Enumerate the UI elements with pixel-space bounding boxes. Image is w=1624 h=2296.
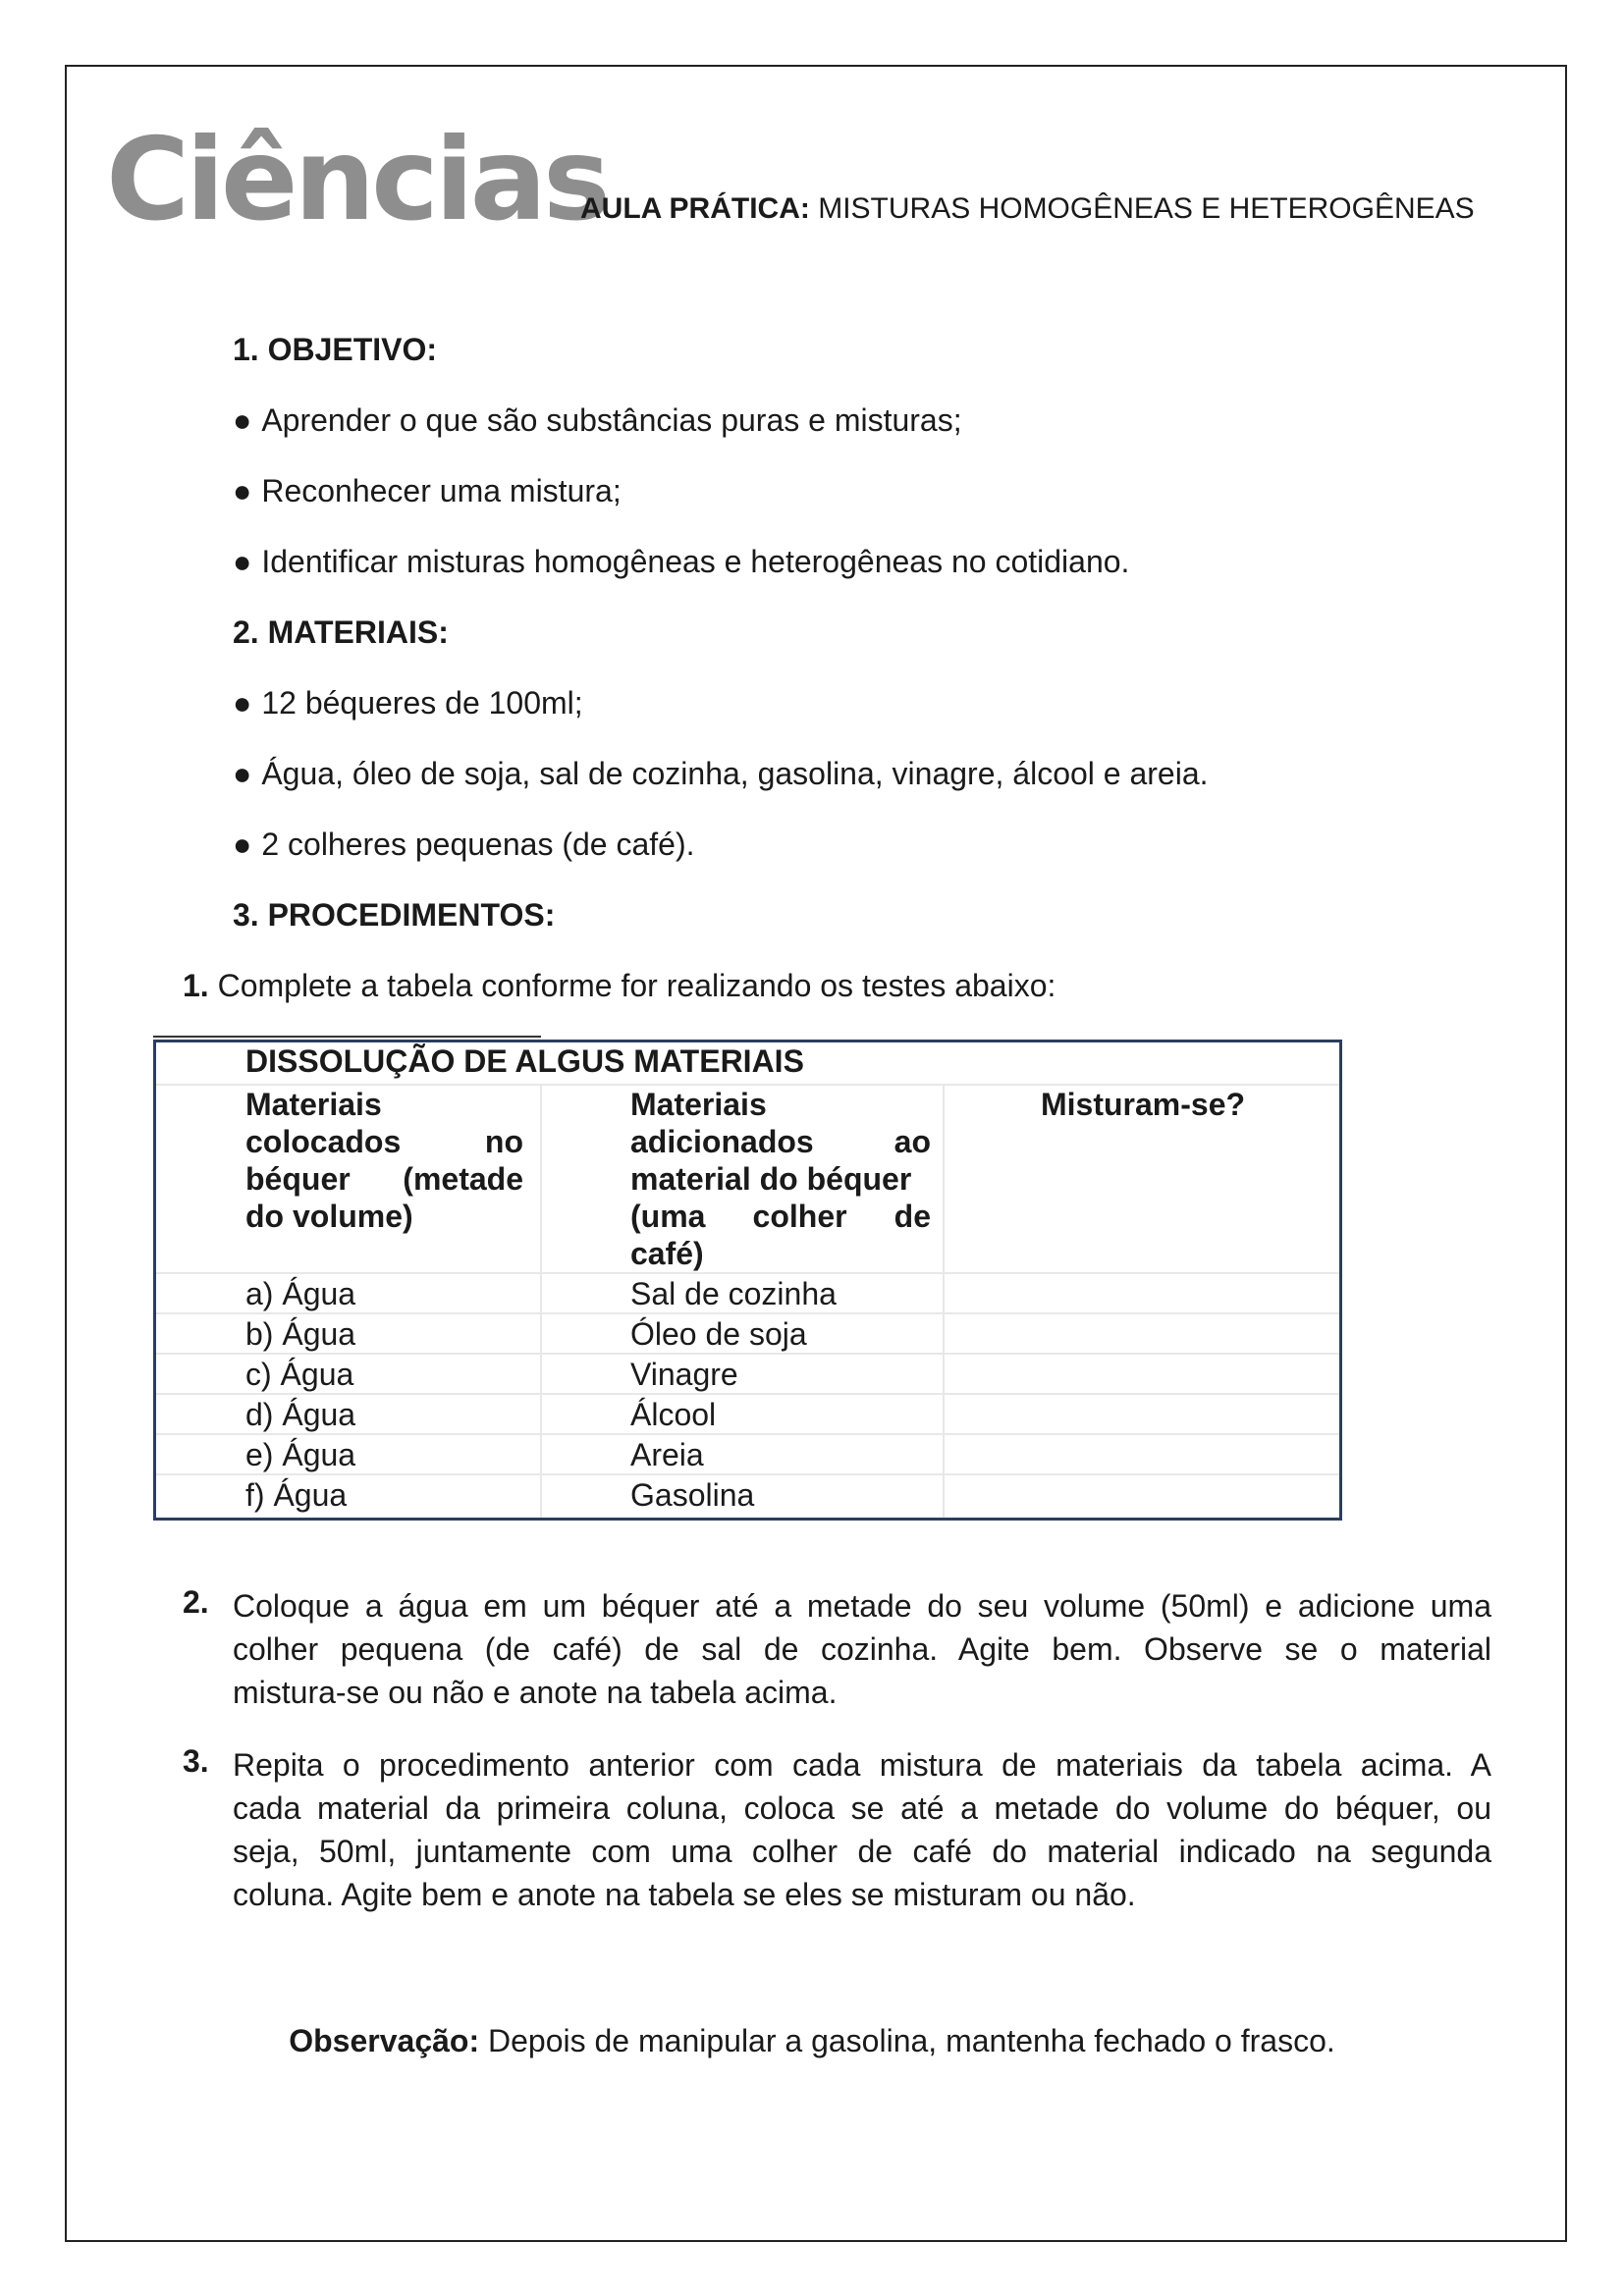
row-divider xyxy=(156,1312,1339,1314)
table-title: DISSOLUÇÃO DE ALGUS MATERIAIS xyxy=(245,1043,804,1079)
row-divider xyxy=(156,1473,1339,1475)
step-text: Complete a tabela conforme for realizando os testes abaixo: xyxy=(217,968,1056,1003)
bullet-icon: ● xyxy=(233,402,252,438)
observation-text: Depois de manipular a gasolina, mantenha fechado o frasco. xyxy=(479,2023,1335,2058)
objective-bullet-3: ● Identificar misturas homogêneas e heterogêneas no cotidiano. xyxy=(233,544,1130,579)
col3-header: Misturam-se? xyxy=(1041,1087,1246,1122)
observation-note xyxy=(0,2023,1624,2059)
table-row-placed: b) Água xyxy=(245,1316,356,1352)
col1-header: Materiais colocados no béquer (metade do volume) xyxy=(245,1087,523,1234)
step-3-text: Repita o procedimento anterior com cada mistura de materiais da tabela acima. A cada material da primeira coluna, coloca se até a metade do volume do béquer, ou seja, 50ml, juntamente com uma colher de café do material indicado na segunda coluna. Agite bem e anote na tabela se eles se misturam ou não. xyxy=(233,1747,1491,1912)
page-title xyxy=(580,192,1475,226)
table-row-placed: f) Água xyxy=(245,1477,348,1513)
bullet-icon: ● xyxy=(233,827,252,862)
materials-bullet-3: ● 2 colheres pequenas (de café). xyxy=(233,827,695,862)
logo-text: Ciências xyxy=(106,114,607,246)
materials-bullet-2: ● Água, óleo de soja, sal de cozinha, gasolina, vinagre, álcool e areia. xyxy=(233,756,1209,791)
table-row-added: Areia xyxy=(630,1437,704,1472)
table-row-added: Vinagre xyxy=(630,1357,738,1392)
table-row-added: Óleo de soja xyxy=(630,1316,807,1352)
title-label: AULA PRÁTICA: xyxy=(580,192,810,225)
row-divider xyxy=(156,1433,1339,1435)
materials-heading: 2. MATERIAIS: xyxy=(233,614,449,650)
table-row-added: Gasolina xyxy=(630,1477,755,1513)
materials-bullet-1: ● 12 béqueres de 100ml; xyxy=(233,685,583,721)
bullet-icon: ● xyxy=(233,756,252,791)
row-divider xyxy=(156,1393,1339,1395)
bullet-icon: ● xyxy=(233,544,252,579)
bullet-icon: ● xyxy=(233,473,252,508)
divider-line xyxy=(153,1036,541,1038)
table-row-placed: d) Água xyxy=(245,1397,356,1432)
table-row-placed: e) Água xyxy=(245,1437,356,1472)
procedures-heading: 3. PROCEDIMENTOS: xyxy=(233,897,556,933)
table-row-placed: a) Água xyxy=(245,1276,356,1311)
objective-heading: 1. OBJETIVO: xyxy=(233,332,438,367)
objective-bullet-1: ● Aprender o que são substâncias puras e misturas; xyxy=(233,402,962,438)
step-number: 1. xyxy=(183,968,209,1003)
table-row-placed: c) Água xyxy=(245,1357,354,1392)
row-divider xyxy=(156,1353,1339,1355)
title-text: MISTURAS HOMOGÊNEAS E HETEROGÊNEAS xyxy=(818,192,1475,225)
table-row-added: Álcool xyxy=(630,1397,717,1432)
row-divider xyxy=(156,1272,1339,1274)
table-row-added: Sal de cozinha xyxy=(630,1276,837,1311)
step-2-number: 2. xyxy=(183,1584,209,1620)
step-3-number: 3. xyxy=(183,1743,209,1779)
observation-label: Observação: xyxy=(289,2023,480,2058)
dissolution-table xyxy=(153,1040,1342,1521)
step-2-text: Coloque a água em um béquer até a metade do seu volume (50ml) e adicione uma colher pequena (de café) de sal de cozinha. Agite bem. Observe se o material mistura-se ou não e anote na tabela acima. xyxy=(233,1588,1491,1710)
column-divider xyxy=(540,1086,542,1518)
col2-header: Materiais adicionados ao material do béquer (uma colher de café) xyxy=(630,1087,931,1271)
column-divider xyxy=(943,1086,945,1518)
ciencias-logo xyxy=(106,114,607,246)
step-1 xyxy=(183,968,1056,1004)
bullet-icon: ● xyxy=(233,685,252,721)
objective-bullet-2: ● Reconhecer uma mistura; xyxy=(233,473,622,508)
